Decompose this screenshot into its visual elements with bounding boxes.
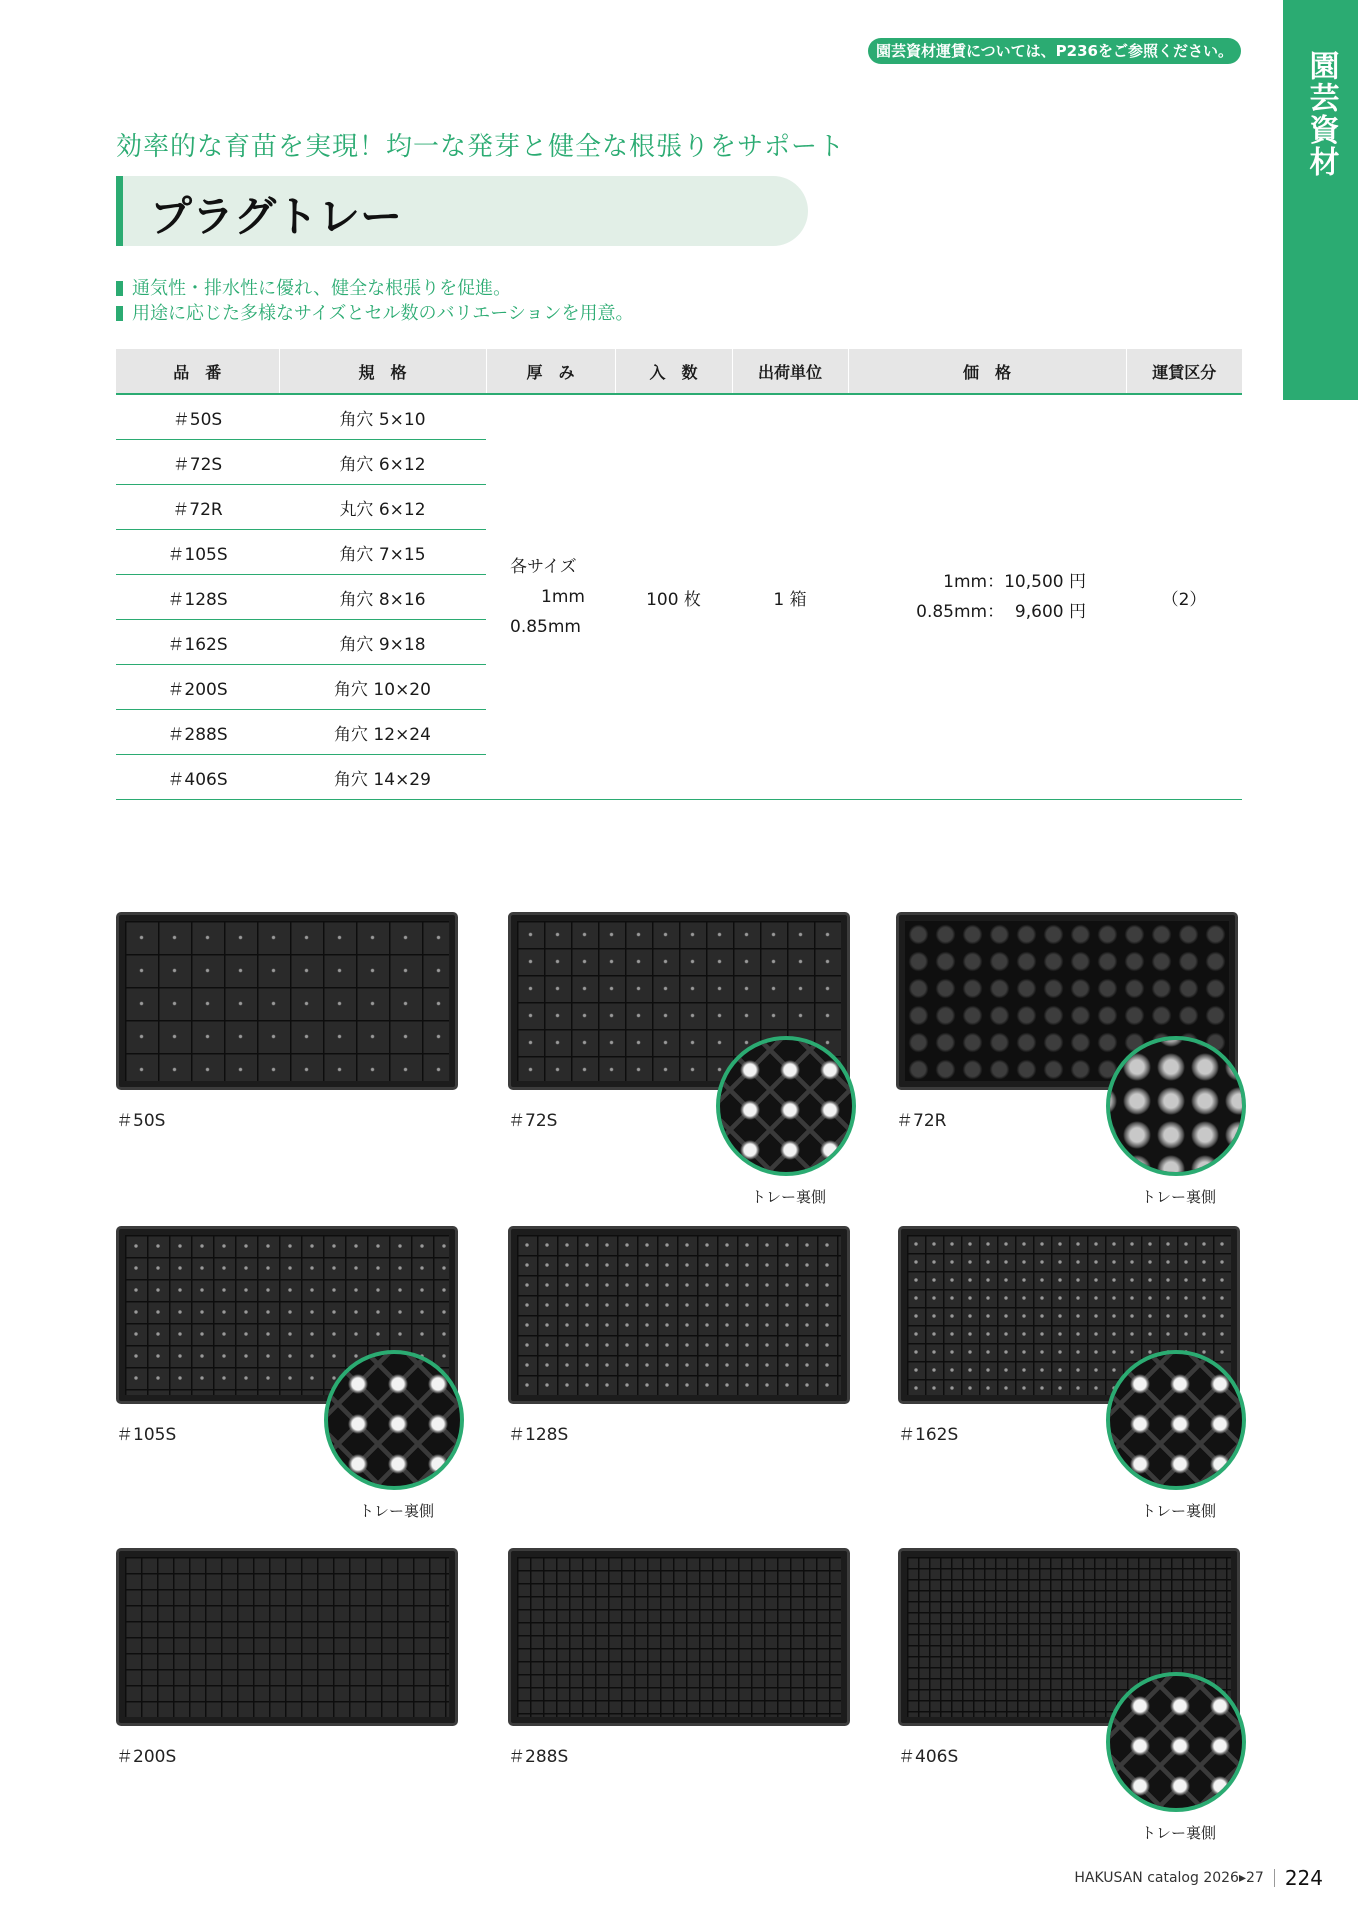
cell-code: ＃105S <box>116 530 279 575</box>
cell-spec: 角穴 6×12 <box>279 440 486 485</box>
tray-grid <box>517 1557 841 1717</box>
zoom-label: トレー裏側 <box>1141 1188 1217 1206</box>
cell-spec: 丸穴 6×12 <box>279 485 486 530</box>
table-header-row <box>116 349 1242 394</box>
bullet-marker <box>116 306 123 321</box>
photo-caption: ＃72S <box>508 1111 558 1131</box>
price-line: 0.85mm： 9,600 円 <box>916 602 1086 622</box>
photo-caption: ＃50S <box>116 1111 166 1131</box>
cell-freight: （2） <box>1126 394 1242 800</box>
cell-spec: 角穴 8×16 <box>279 575 486 620</box>
catalog-name: HAKUSAN catalog 2026▸27 <box>1074 1870 1264 1886</box>
thickness-line: 各サイズ <box>510 557 577 577</box>
zoom-image <box>1110 1354 1242 1486</box>
feature-text: 用途に応じた多様なサイズとセル数のバリエーションを用意。 <box>132 303 634 324</box>
section-tab <box>1283 0 1358 400</box>
cell-spec: 角穴 14×29 <box>279 755 486 800</box>
photo-caption: ＃200S <box>116 1747 177 1767</box>
feature-list <box>116 276 633 326</box>
tray-underside-zoom <box>1106 1350 1246 1490</box>
bullet-marker <box>116 281 123 296</box>
page-number: 224 <box>1284 1866 1323 1890</box>
zoom-image <box>1110 1676 1242 1808</box>
tray-cells <box>125 921 449 1081</box>
photo-caption: ＃162S <box>898 1425 959 1445</box>
tray-photo-50s <box>116 912 458 1090</box>
photo-caption: ＃105S <box>116 1425 177 1445</box>
feature-text: 通気性・排水性に優れ、健全な根張りを促進。 <box>132 278 512 299</box>
header-unit: 出荷単位 <box>732 349 848 394</box>
cell-spec: 角穴 9×18 <box>279 620 486 665</box>
thickness-line: 0.85mm <box>510 617 581 637</box>
zoom-image <box>1110 1040 1242 1172</box>
photo-caption: ＃72R <box>896 1111 947 1131</box>
section-tab-label: 園芸資材 <box>1303 50 1339 178</box>
title-accent-bar <box>116 176 123 246</box>
tray-underside-zoom <box>324 1350 464 1490</box>
cell-code: ＃162S <box>116 620 279 665</box>
tray-underside-zoom <box>1106 1036 1246 1176</box>
price-line: 1mm：10,500 円 <box>943 572 1086 592</box>
cell-code: ＃200S <box>116 665 279 710</box>
cell-spec: 角穴 10×20 <box>279 665 486 710</box>
cell-code: ＃72R <box>116 485 279 530</box>
cell-code: ＃406S <box>116 755 279 800</box>
photo-caption: ＃406S <box>898 1747 959 1767</box>
zoom-label: トレー裏側 <box>359 1502 435 1520</box>
tray-cells <box>517 1235 841 1395</box>
cell-code: ＃50S <box>116 394 279 440</box>
tray-photo-200s <box>116 1548 458 1726</box>
feature-item <box>116 301 633 326</box>
photo-caption: ＃128S <box>508 1425 569 1445</box>
feature-item <box>116 276 633 301</box>
header-freight: 運賃区分 <box>1126 349 1242 394</box>
zoom-image <box>720 1040 852 1172</box>
cell-unit: 1 箱 <box>732 394 848 800</box>
zoom-label: トレー裏側 <box>1141 1502 1217 1520</box>
freight-notice: 園芸資材運賃については、P236をご参照ください。 <box>868 38 1241 64</box>
zoom-label: トレー裏側 <box>1141 1824 1217 1842</box>
zoom-label: トレー裏側 <box>751 1188 827 1206</box>
cell-spec: 角穴 12×24 <box>279 710 486 755</box>
tray-photo-128s <box>508 1226 850 1404</box>
cell-spec: 角穴 5×10 <box>279 394 486 440</box>
header-price: 価 格 <box>848 349 1126 394</box>
cell-spec: 角穴 7×15 <box>279 530 486 575</box>
tray-underside-zoom <box>1106 1672 1246 1812</box>
page-title: プラグトレー <box>150 192 403 241</box>
page-subtitle: 効率的な育苗を実現！均一な発芽と健全な根張りをサポート <box>116 132 846 162</box>
spec-table <box>116 349 1242 800</box>
photo-caption: ＃288S <box>508 1747 569 1767</box>
zoom-image <box>328 1354 460 1486</box>
cell-thickness <box>486 394 615 800</box>
cell-code: ＃288S <box>116 710 279 755</box>
tray-underside-zoom <box>716 1036 856 1176</box>
header-quantity: 入 数 <box>615 349 732 394</box>
footer-divider <box>1274 1869 1275 1887</box>
table-row <box>116 394 1242 440</box>
page-footer <box>1074 1866 1323 1890</box>
tray-grid <box>125 1557 449 1717</box>
thickness-line: 1mm <box>541 587 585 607</box>
cell-code: ＃128S <box>116 575 279 620</box>
tray-photo-288s <box>508 1548 850 1726</box>
cell-quantity: 100 枚 <box>615 394 732 800</box>
header-spec: 規 格 <box>279 349 486 394</box>
header-thickness: 厚 み <box>486 349 615 394</box>
header-code: 品 番 <box>116 349 279 394</box>
cell-code: ＃72S <box>116 440 279 485</box>
cell-price <box>848 394 1126 800</box>
